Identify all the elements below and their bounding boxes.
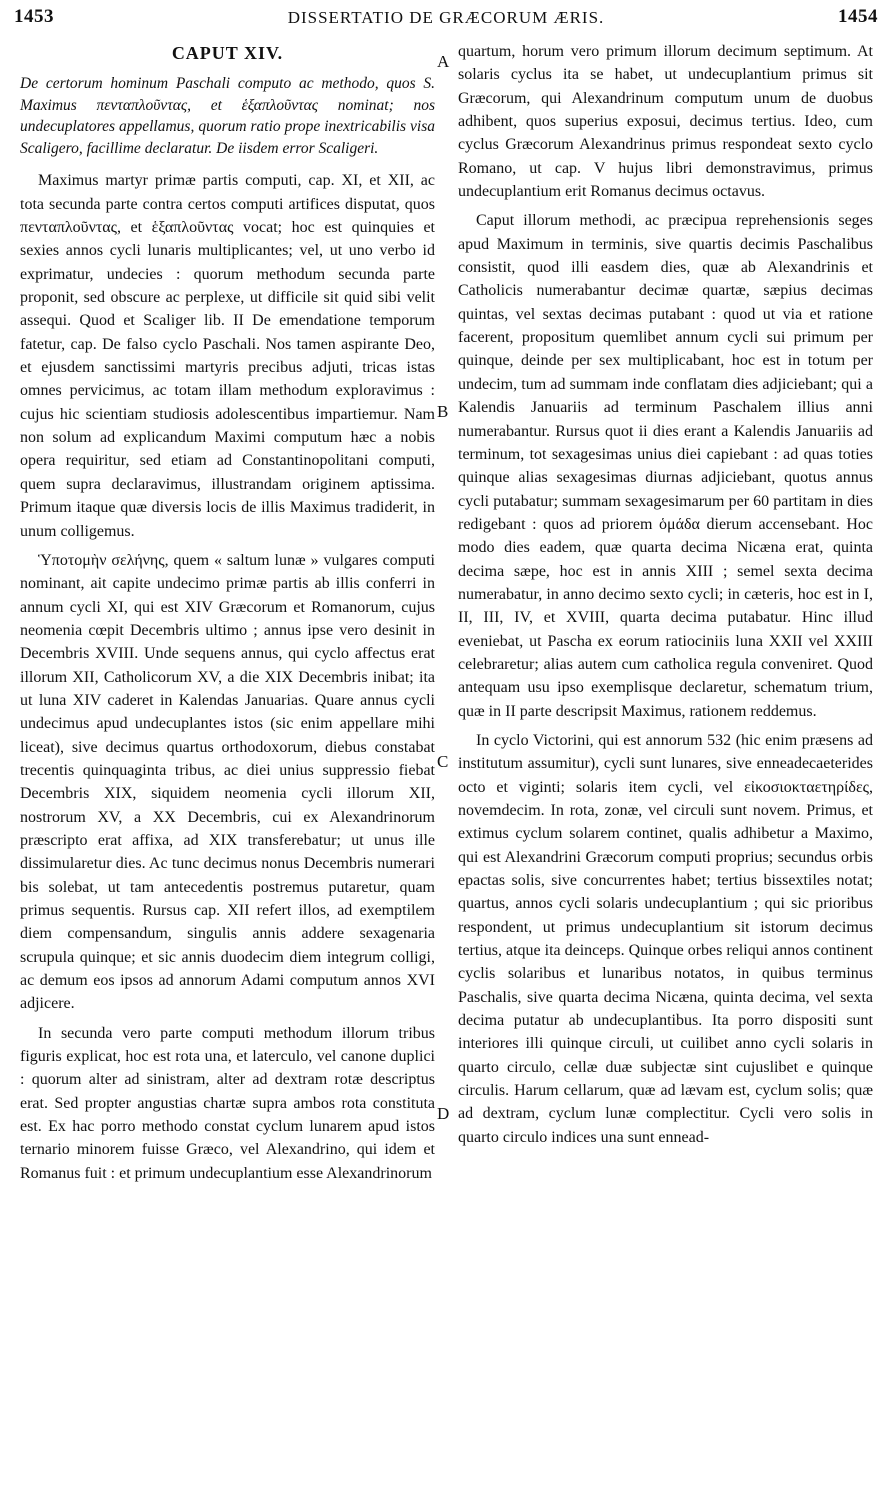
- paragraph: quartum, horum vero primum illorum decimum septimum. At solaris cyclus ita se habet, ut undecuplantium primus sit Græcorum, qui Alexandrinum computum unum de duobus adhibent, quos superius exposui, decimus tertius. Ideo, cum cyclus Græcorum Alexandrinus primus respondeat sexto cyclo Romano, ut cap. V hujus libri demonstravimus, primus undecuplantium erit Romanus decimus octavus.: [458, 43, 873, 201]
- paragraph: In cyclo Victorini, qui est annorum 532 (hic enim præsens ad institutum assumitur), cycli sunt lunares, sive enneadecaeterides octo et viginti; solaris item cycli, vel εἰκοσιοκταετηρίδες, novemdecim. In rota, zonæ, vel circuli sunt novem. Primus, et extimus cyclum solarem continet, qualis adhibetur a Maximo, qui est Alexandrini Græcorum computi proprius; secundus orbis epactas solis, sive concurrentes habet; tertius bissextiles notat; quartus, annos cycli solaris undecuplantium ; qui sic prioribus respondent, ut primus undecuplantium sit istorum decimus tertius, atque ita deinceps. Quinque orbes reliqui annos continent cyclis solaribus et lunaribus notatos, in quibus terminus Paschalis, sive quarta decima Nicæna, quinta decima, vel sexta decima putatur ab undecuplantibus. Ita porro dispositi sunt interiores illi quinque circuli, ut cuilibet anno cycli solaris in quarto circulo, cellæ duæ subjectæ sint cujuslibet e quinque circulis. Harum cellarum, quæ ad lævam est, cyclum solis; quæ ad dextram, cyclum lunæ complectitur. Cycli vero solis in quarto circulo indices una sunt ennead-: [458, 731, 873, 1146]
- margin-marker-d: D: [437, 1104, 450, 1123]
- paragraph: In secunda vero parte computi methodum illorum tribus figuris explicat, hoc est rota una, et laterculo, vel canone duplici : quorum alter ad sinistram, alter ad dextram rotæ descriptus erat. Sed propter angustias chartæ supra ambos rota constituta est. Ex hac porro methodo constat cyclum lunarem apud istos ternario minorem fuisse Græco, vel Alexandrino, qui idem et Romanus fuit : et primum undecuplantium esse Alexandrinorum: [20, 1024, 435, 1182]
- margin-marker-a: A: [437, 52, 450, 71]
- chapter-summary: De certorum hominum Paschali computo ac methodo, quos S. Maximus πενταπλοῦντας, et ἑξαπλοῦντας nominat; nos undecuplatores appellamus, quorum ratio prope inextricabilis visa Scaligero, facillime declaratur. De iisdem error Scaligeri.: [20, 75, 435, 157]
- page-number-right: 1454: [838, 6, 878, 27]
- page-header: [14, 6, 878, 36]
- right-column: [458, 40, 873, 1155]
- margin-marker-c: C: [437, 752, 449, 771]
- page-number-left: 1453: [14, 6, 54, 27]
- chapter-heading: CAPUT XIV.: [171, 43, 284, 63]
- paragraph: Caput illorum methodi, ac præcipua reprehensionis seges apud Maximum in terminis, sive quartis decimis Paschalibus consistit, quod illi easdem dies, quæ ab Alexandrinis et Catholicis numerabantur decimæ quartæ, sæpius decimas quintas, vel sextas decimas putabant : quod ut via et ratione facerent, propositum quemlibet annum cycli sui primum per quinque, deinde per sex multiplicabant, hoc est in totum per undecim, tum ad summam inde conflatam dies adjiciebant; qui a Kalendis Januariis ad terminum Paschalem illius anni numerabantur. Rursus quot ii dies erant a Kalendis Januariis ad terminum, tot sexagesimas unius diei capiebant : ad quas toties quinque alias sexagesimas diurnas adjiciebant, quotus annus cycli putabatur; summam sexagesimarum per 60 partitam in dies redigebant : quos ad priorem ὁμάδα dierum accensebant. Hoc modo dies eadem, quæ quarta decima Nicæna erat, quinta decima sæpe, hoc est in annis XIII ; semel sexta decima numerabatur, in anno decimo sexto cycli; in cæteris, hoc est in I, II, III, IV, et XVIII, quarta decima putabatur. Hinc illud eveniebat, ut Pascha ex eorum ratiociniis luna XXII vel XXIII celebraretur; alias autem cum catholica regula conveniret. Quod antequam usu ipso exemplisque declaretur, schematum trium, quæ in II parte descripsit Maximus, rationem reddemus.: [458, 212, 873, 720]
- paragraph: Maximus martyr primæ partis computi, cap. XI, et XII, ac tota secunda parte contra certos computi artifices disputat, quos πενταπλοῦντας, et ἑξαπλοῦντας vocat; hoc est quinquies et sexies annos cycli lunaris multiplicantes; vel, ut uno verbo id exprimatur, undecies : quorum methodum secunda parte proponit, sed obscure ac perplexe, ut difficile sit quid sibi velit assequi. Quod et Scaliger lib. II De emendatione temporum fatetur, cap. De falso cyclo Paschali. Nos tamen aspirante Deo, et ejusdem sanctissimi martyris precibus adjuti, tricas istas omnes pervicimus, ac totam illam methodum exploravimus : cujus hic scientiam studiosis adolescentibus impartiemur. Nam non solum ad explicandum Maximi computum hæc a nobis opera requiritur, sed etiam ad Constantinopolitani computi, quem supra declaravimus, illustrandam originem aptissima. Primum itaque quæ diversis locis de illis Maximus tradiderit, in unum colligemus.: [20, 172, 435, 540]
- margin-marker-b: B: [437, 402, 449, 421]
- left-column: [20, 40, 435, 1191]
- running-title: DISSERTATIO DE GRÆCORUM ÆRIS.: [287, 8, 605, 27]
- paragraph: Ὑποτομὴν σελήνης, quem « saltum lunæ » vulgares computi nominant, ait capite undecimo primæ partis ab illis conferri in annum cycli XI, qui est XIV Græcorum et Romanorum, cujus neomenia cœpit Decembris ultimo ; annus ipse vero desinit in Decembris XVIII. Unde sequens annus, qui cyclo affectus erat illorum XII, Catholicorum XV, a die XIX Decembris inibat; ita ut luna XIV caderet in Kalendas Januarias. Quare annus cycli undecimus apud undecuplantes istos (sic enim appellare mihi liceat), sive decimus quartus orthodoxorum, diebus constabat trecentis quinquaginta tribus, ac diei unius suppressio fiebat Decembris XIX, siquidem neomenia cycli illorum XII, nostrorum XV, a XX Decembris, cui ex Alexandrinorum præscripto erat affixa, ad XIX transferebatur; ut unus ille dissimularetur dies. Ac tunc decimus nonus Decembris numerari bis solebat, ut tam antecedentis postremus putaretur, quam primus sequentis. Rursus cap. XII refert illos, ad exemptilem diem compensandum, singulis annis addere sexagenaria scrupula quinque; et sic annis duodecim diem integrum colligi, ac demum eos ipsos ad annorum Adami computum annos XVI adjicere.: [20, 551, 435, 1013]
